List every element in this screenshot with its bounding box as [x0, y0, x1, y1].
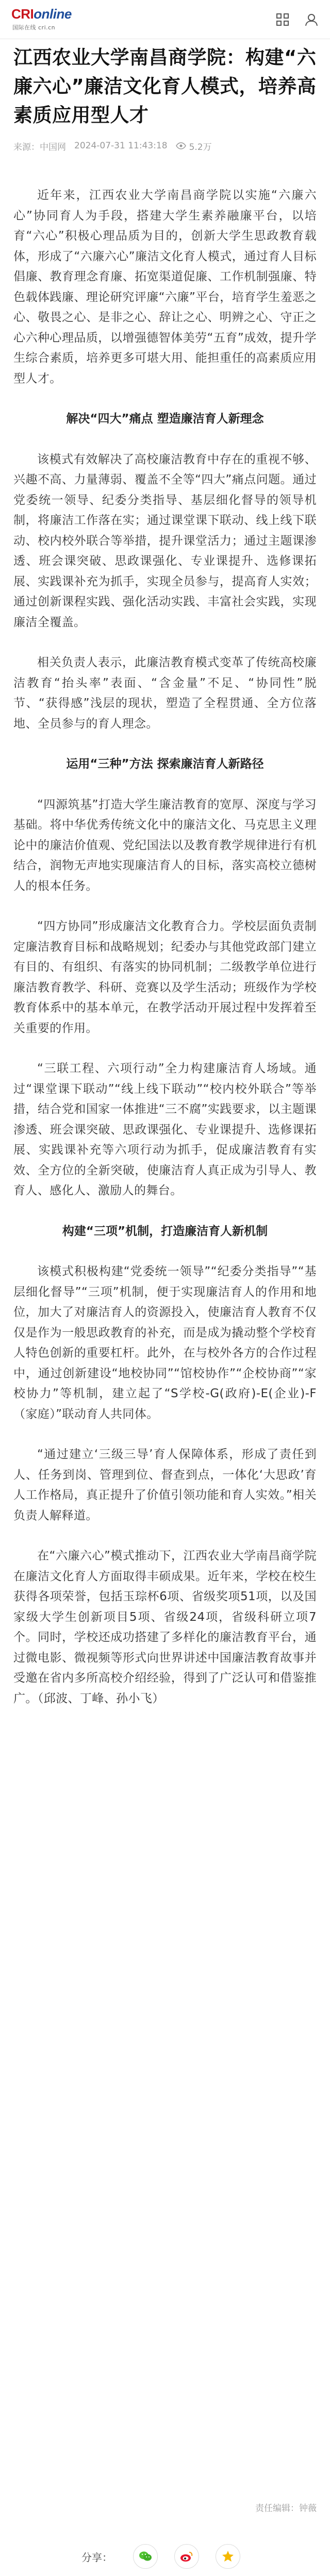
article-paragraph: 相关负责人表示，此廉洁教育模式变革了传统高校廉洁教育“抬头率”表面、“含金量”不足、“协同性”脱节、“获得感”浅层的现状，塑造了全程贯通、全方位落地、全员参与的育人理念。 [13, 656, 317, 731]
logo-text-online: online [34, 6, 72, 22]
menu-icon [275, 12, 290, 27]
responsible-editor: 责任编辑：钟薇 [255, 2503, 317, 2514]
share-weibo-button[interactable] [174, 2544, 199, 2569]
article-datetime: 2024-07-31 11:43:18 [74, 141, 168, 151]
article-meta [13, 137, 317, 155]
article-views: 5.2万 [189, 142, 212, 152]
section-heading: 解决“四大”痛点 塑造廉洁育人新理念 [66, 412, 264, 426]
article-paragraph: 该模式积极构建“党委统一领导”“纪委分类指导”“基层细化督导”“三项”机制，便于实现廉洁育人的作用和地位，加大了对廉洁育人的资源投入，使廉洁育人教育不仅仅是作为一般思政教育的补充，而是成为撬动整个学校育人特色创新的重要杠杆。此外，在与校外各方的合作过程中，通过创新建设“地校协同”“馆校协作”“企校协商”“家校协力”等机制，建立起了“S学校-G(政府)-E(企业)-F（家庭）”联动育人共同体。 [13, 1265, 317, 1421]
menu-button[interactable] [272, 9, 293, 30]
share-qzone-button[interactable] [216, 2544, 240, 2569]
qzone-icon [221, 2550, 235, 2563]
article-paragraph: 在“六廉六心”模式推动下，江西农业大学南昌商学院在廉洁文化育人方面取得丰硕成果。近年来，学校在校生获得各项荣誉，包括玉琮杯6项、省级奖项51项，以及国家级大学生创新项目5项、省级24项，省级科研立项7个。同时，学校还成功搭建了多样化的廉洁教育平台，通过微电影、微视频等形式向世界讲述中国廉洁教育故事并受邀在省内多所高校介绍经验，得到了广泛认可和借鉴推广。（邱波、丁峰、孙小飞） [13, 1549, 317, 1705]
section-heading: 构建“三项”机制，打造廉洁育人新机制 [62, 1224, 268, 1238]
logo-subtitle: 国际在线 cri.cn [12, 24, 56, 31]
views-icon [176, 142, 186, 149]
site-logo[interactable] [11, 6, 84, 32]
article-paragraph: “三联工程、六项行动”全力构建廉洁育人场域。通过“课堂课下联动”“线上线下联动”“校内校外联合”等举措，结合党和国家一体推进“三不腐”实践要求，以主题课渗透、班会课突破、思政课强化、专业课提升、选修课拓展、实践课补充等六项行动为抓手，促成廉洁教育有实效、全方位的全新突破，使廉洁育人真正成为引导人、教育人、感化人、激励人的舞台。 [13, 1062, 317, 1197]
share-bar [0, 2541, 330, 2572]
wechat-icon [138, 2550, 153, 2563]
user-button[interactable] [301, 9, 322, 30]
article-paragraph: “通过建立‘三级三导’育人保障体系，形成了责任到人、任务到岗、管理到位、督查到点，一体化‘大思政’育人工作格局，真正提升了价值引领功能和育人实效。”相关负责人解释道。 [13, 1448, 317, 1522]
share-label: 分享： [81, 2551, 112, 2564]
article-paragraph: 该模式有效解决了高校廉洁教育中存在的重视不够、兴趣不高、力量薄弱、覆盖不全等“四大”痛点问题。通过党委统一领导、纪委分类指导、基层细化督导的领导机制，将廉洁工作落在实；通过课堂课下联动、线上线下联动、校内校外联合等举措，提升课堂活力；通过主题课渗透、班会课突破、思政课强化、专业课提升、选修课拓展、实践课补充为抓手，实现全员参与，提高育人实效；通过创新课程实践、强化活动实践、丰富社会实践，实现廉洁全覆盖。 [13, 452, 317, 629]
article [13, 43, 317, 1729]
article-paragraph: “四方协同”形成廉洁文化教育合力。学校层面负责制定廉洁教育目标和战略规划；纪委办与其他党政部门建立有目的、有组织、有落实的协同机制；二级教学单位进行廉洁教育教学、科研、竞赛以及学生活动；班级作为学校教育体系中的基本单元，在教学活动开展过程中发挥着至关重要的作用。 [13, 920, 317, 1035]
article-paragraph: 近年来，江西农业大学南昌商学院以实施“六廉六心”协同育人为手段，搭建大学生素养融廉平台，以培育“六心”积极心理品质为目的，创新大学生思政教育载体，形成了“六廉六心”廉洁文化育人模式，通过育人目标倡廉、教育理念育廉、拓宽渠道促廉、工作机制强廉、特色载体践廉、理论研究评廉“六廉”平台，培育学生羞恶之心、敬畏之心、是非之心、辞让之心、明辨之心、守正之心六种心理品质，以增强德智体美劳“五育”成效，提升学生综合素质，培养更多可堪大用、能担重任的高素质应用型人才。 [13, 189, 317, 385]
logo-wordmark [11, 6, 72, 22]
top-bar [0, 0, 330, 39]
share-wechat-button[interactable] [133, 2544, 158, 2569]
logo-text-cri: CRI [11, 6, 34, 22]
section-heading: 运用“三种”方法 探索廉洁育人新路径 [66, 757, 264, 771]
weibo-icon [179, 2550, 194, 2563]
article-paragraph: “四源筑基”打造大学生廉洁教育的宽厚、深度与学习基础。将中华优秀传统文化中的廉洁文化、马克思主义理论中的廉洁价值观、党纪国法以及教育教学规律进行有机结合，润物无声地实现廉洁育人的目标，落实高校立德树人的根本任务。 [13, 798, 317, 893]
user-icon [304, 12, 319, 27]
article-source: 来源：中国网 [13, 142, 66, 152]
article-title: 江西农业大学南昌商学院：构建“六廉六心”廉洁文化育人模式，培养高素质应用型人才 [13, 46, 317, 126]
article-body [13, 185, 317, 1709]
